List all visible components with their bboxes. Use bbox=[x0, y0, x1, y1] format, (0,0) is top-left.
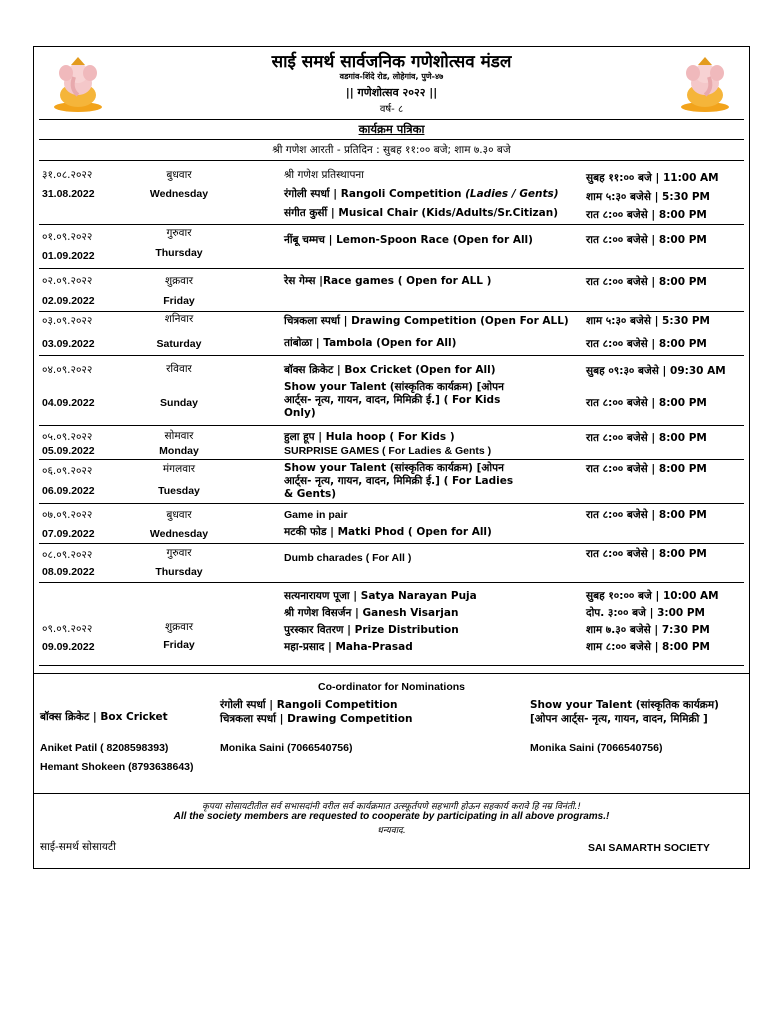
divider bbox=[34, 793, 749, 794]
event-time: शाम ५:३० बजेसे | 5:30 PM bbox=[586, 191, 710, 203]
date-marathi: ०५.०९.२०२२ bbox=[42, 431, 93, 443]
day-english: Sunday bbox=[160, 397, 198, 409]
divider bbox=[39, 503, 744, 504]
event-time: रात ८:०० बजेसे | 8:00 PM bbox=[586, 209, 707, 221]
date-marathi: ०९.०९.२०२२ bbox=[42, 623, 93, 635]
divider bbox=[39, 119, 744, 120]
request-english: All the society members are requested to cooperate by participating in all above programs.! bbox=[173, 811, 610, 822]
date-english: 05.09.2022 bbox=[42, 445, 95, 457]
event-time: शाम ८:०० बजेसे | 8:00 PM bbox=[586, 641, 710, 653]
date-english: 09.09.2022 bbox=[42, 641, 95, 653]
event-name: नींबू चम्मच | Lemon-Spoon Race (Open for All) bbox=[284, 234, 533, 246]
day-english: Wednesday bbox=[149, 528, 209, 540]
event-name: Dumb charades ( For All ) bbox=[284, 552, 412, 564]
divider bbox=[39, 665, 744, 666]
event-name: श्री गणेश विसर्जन | Ganesh Visarjan bbox=[284, 607, 459, 619]
event-time: रात ८:०० बजेसे | 8:00 PM bbox=[586, 463, 707, 475]
program-title: कार्यक्रम पत्रिका bbox=[358, 122, 425, 136]
date-marathi: ०२.०९.२०२२ bbox=[42, 275, 93, 287]
event-time: रात ८:०० बजेसे | 8:00 PM bbox=[586, 234, 707, 246]
mandal-title: साई समर्थ सार्वजनिक गणेशोत्सव मंडल bbox=[271, 52, 512, 72]
divider bbox=[39, 425, 744, 426]
event-time: शाम ७.३० बजेसे | 7:30 PM bbox=[586, 624, 710, 636]
divider bbox=[39, 160, 744, 161]
box-cricket-label: बॉक्स क्रिकेट | Box Cricket bbox=[40, 711, 168, 723]
society-name-marathi: साई-समर्थ सोसायटी bbox=[40, 841, 116, 853]
divider bbox=[39, 268, 744, 269]
event-time: रात ८:०० बजेसे | 8:00 PM bbox=[586, 548, 707, 560]
day-marathi: शुक्रवार bbox=[164, 275, 194, 287]
day-marathi: सोमवार bbox=[164, 430, 194, 442]
festival-title: || गणेशोत्सव २०२२ || bbox=[345, 86, 438, 99]
aarti-timing: श्री गणेश आरती - प्रतिदिन : सुबह ११:०० बजे; शाम ७.३० बजे bbox=[272, 144, 511, 156]
coordinator-contact: Monika Saini (7066540756) bbox=[530, 742, 663, 754]
date-english: 03.09.2022 bbox=[42, 338, 95, 350]
divider bbox=[39, 224, 744, 225]
date-english: 01.09.2022 bbox=[42, 250, 95, 262]
date-marathi: ०७.०९.२०२२ bbox=[42, 509, 93, 521]
rangoli-label: रंगोली स्पर्धा | Rangoli Competition bbox=[220, 699, 398, 711]
date-english: 08.09.2022 bbox=[42, 566, 95, 578]
event-name: बॉक्स क्रिकेट | Box Cricket (Open for All) bbox=[284, 364, 496, 376]
day-marathi: रविवार bbox=[166, 363, 192, 375]
event-time: सुबह ११:०० बजे | 11:00 AM bbox=[586, 172, 719, 184]
event-name: सत्यनारायण पूजा | Satya Narayan Puja bbox=[284, 590, 477, 602]
divider bbox=[34, 673, 749, 674]
day-marathi: शुक्रवार bbox=[164, 621, 194, 633]
event-time: रात ८:०० बजेसे | 8:00 PM bbox=[586, 509, 707, 521]
event-name: संगीत कुर्सी | Musical Chair (Kids/Adults/Sr.Citizan) bbox=[284, 207, 559, 219]
program-document bbox=[33, 46, 750, 869]
event-name: मटकी फोड | Matki Phod ( Open for All) bbox=[284, 526, 492, 538]
coordinator-contact: Aniket Patil ( 8208598393) bbox=[40, 742, 169, 754]
day-english: Saturday bbox=[156, 338, 202, 350]
event-name: रंगोली स्पर्धा | Rangoli Competition (Ladies / Gents) bbox=[284, 188, 559, 200]
date-english: 06.09.2022 bbox=[42, 485, 95, 497]
event-name: महा-प्रसाद | Maha-Prasad bbox=[284, 641, 413, 653]
date-english: 02.09.2022 bbox=[42, 295, 95, 307]
event-time: रात ८:०० बजेसे | 8:00 PM bbox=[586, 432, 707, 444]
divider bbox=[39, 355, 744, 356]
talent-label: Show your Talent (सांस्कृतिक कार्यक्रम) bbox=[530, 699, 719, 711]
day-marathi: गुरुवार bbox=[166, 227, 192, 239]
event-name: पुरस्कार वितरण | Prize Distribution bbox=[284, 624, 459, 636]
date-marathi: ३१.०८.२०२२ bbox=[42, 169, 93, 181]
event-time: रात ८:०० बजेसे | 8:00 PM bbox=[586, 397, 707, 409]
date-marathi: ०३.०९.२०२२ bbox=[42, 315, 93, 327]
day-english: Monday bbox=[159, 445, 199, 457]
date-marathi: ०४.०९.२०२२ bbox=[42, 364, 93, 376]
event-name: Game in pair bbox=[284, 509, 348, 521]
festival-year: वर्ष- ८ bbox=[379, 104, 404, 115]
day-marathi: शनिवार bbox=[164, 313, 194, 325]
day-english: Tuesday bbox=[158, 485, 200, 497]
date-english: 04.09.2022 bbox=[42, 397, 95, 409]
date-marathi: ०१.०९.२०२२ bbox=[42, 231, 93, 243]
drawing-label: चित्रकला स्पर्धा | Drawing Competition bbox=[220, 713, 413, 725]
day-english: Thursday bbox=[155, 566, 203, 578]
event-name: हुला हूप | Hula hoop ( For Kids ) bbox=[284, 431, 455, 443]
date-english: 07.09.2022 bbox=[42, 528, 95, 540]
coordinator-contact: Hemant Shokeen (8793638643) bbox=[40, 761, 194, 773]
divider bbox=[39, 459, 744, 460]
event-name: SURPRISE GAMES ( For Ladies & Gents ) bbox=[284, 445, 492, 457]
header bbox=[34, 47, 749, 119]
day-english: Wednesday bbox=[149, 188, 209, 200]
event-time: रात ८:०० बजेसे | 8:00 PM bbox=[586, 276, 707, 288]
event-name: श्री गणेश प्रतिस्थापना bbox=[284, 169, 364, 181]
event-name: तांबोळा | Tambola (Open for All) bbox=[284, 337, 457, 349]
mandal-address: वडगांव-शिंदे रोड, लोहेगांव, पुणे-४७ bbox=[339, 72, 444, 81]
day-marathi: मंगलवार bbox=[162, 463, 196, 475]
thanks-note: धन्यवाद. bbox=[377, 826, 406, 836]
talent-sublabel: [ओपन आर्ट्स- नृत्य, गायन, वादन, मिमिक्री ] bbox=[530, 713, 708, 725]
ganesha-idol-icon bbox=[675, 57, 735, 113]
day-marathi: बुधवार bbox=[166, 169, 192, 181]
society-name-english: SAI SAMARTH SOCIETY bbox=[588, 842, 710, 854]
event-name: चित्रकला स्पर्धा | Drawing Competition (Open For ALL) bbox=[284, 315, 569, 327]
divider bbox=[39, 582, 744, 583]
event-name: Show your Talent (सांस्कृतिक कार्यक्रम) [ओपन आर्ट्स- नृत्य, गायन, वादन, मिमिक्री ई.] ( For Ladies & Gents) bbox=[284, 462, 514, 500]
divider bbox=[39, 543, 744, 544]
coordinators-title: Co-ordinator for Nominations bbox=[318, 681, 465, 693]
request-marathi: कृपया सोसायटीतील सर्व सभासदांनी वरील सर्व कार्यक्रमात उत्स्फूर्तपणे सहभागी होऊन सहकार्य करावे हि नम्र विनंती.! bbox=[202, 802, 581, 812]
day-marathi: बुधवार bbox=[166, 509, 192, 521]
date-marathi: ०६.०९.२०२२ bbox=[42, 465, 93, 477]
event-time: सुबह ०९:३० बजेसे | 09:30 AM bbox=[586, 365, 726, 377]
event-time: सुबह १०:०० बजे | 10:00 AM bbox=[586, 590, 719, 602]
coordinator-contact: Monika Saini (7066540756) bbox=[220, 742, 353, 754]
event-time: रात ८:०० बजेसे | 8:00 PM bbox=[586, 338, 707, 350]
event-name: Show your Talent (सांस्कृतिक कार्यक्रम) [ओपन आर्ट्स- नृत्य, गायन, वादन, मिमिक्री ई.] ( For Kids Only) bbox=[284, 381, 504, 419]
divider bbox=[39, 139, 744, 140]
day-marathi: गुरुवार bbox=[166, 547, 192, 559]
day-english: Friday bbox=[163, 639, 195, 651]
event-time: दोप. ३:०० बजे | 3:00 PM bbox=[586, 607, 705, 619]
date-english: 31.08.2022 bbox=[42, 188, 95, 200]
date-marathi: ०८.०९.२०२२ bbox=[42, 549, 93, 561]
event-name: रेस गेम्स |Race games ( Open for ALL ) bbox=[284, 275, 492, 287]
event-time: शाम ५:३० बजेसे | 5:30 PM bbox=[586, 315, 710, 327]
day-english: Friday bbox=[163, 295, 195, 307]
divider bbox=[39, 311, 744, 312]
day-english: Thursday bbox=[155, 247, 203, 259]
